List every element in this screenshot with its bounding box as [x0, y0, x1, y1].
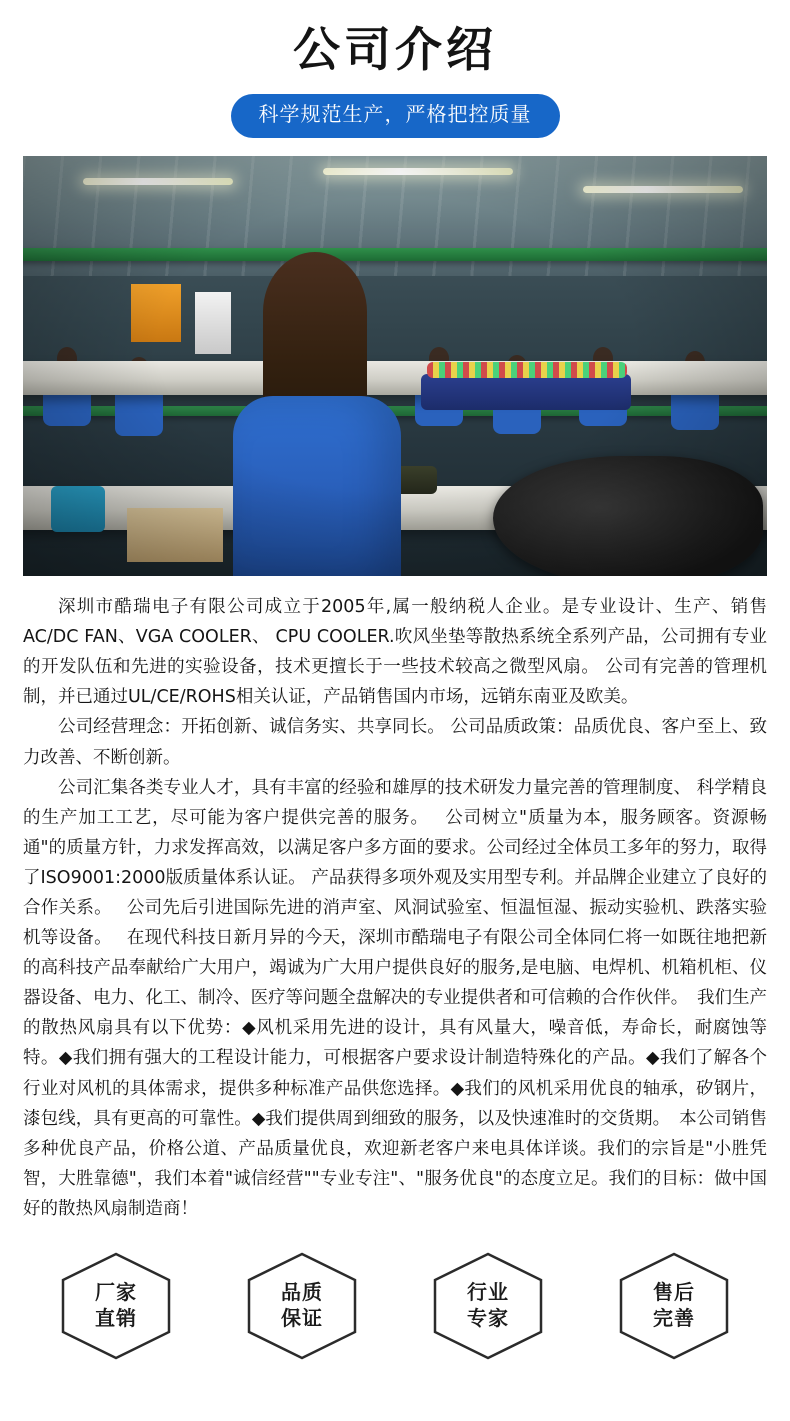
page-header [0, 0, 790, 138]
paragraph-overview: 深圳市酷瑞电子有限公司成立于2005年,属一般纳税人企业。是专业设计、生产、销售AC/DC FAN、VGA COOLER、 CPU COOLER.吹风坐垫等散热系统全系列产品，公司拥有专业的开发队伍和先进的实验设备，技术更擅长于一些技术较高之微型风扇。 公司有完善的管理机制，并已通过UL/CE/ROHS相关认证，产品销售国内市场，远销东南亚及欧美。 [23, 597, 767, 708]
factory-photo [23, 156, 767, 576]
factory-photo-scene [23, 156, 767, 576]
badge-line-2: 直销 [95, 1306, 137, 1331]
badge-line-1: 售后 [653, 1280, 695, 1305]
badge-label [281, 1280, 323, 1331]
badge-line-2: 专家 [467, 1306, 509, 1331]
badge-label [653, 1280, 695, 1331]
badge-line-2: 保证 [281, 1306, 323, 1331]
badge-line-1: 行业 [467, 1280, 509, 1305]
badge-quality-guarantee [241, 1250, 363, 1362]
paragraph-strengths: 公司汇集各类专业人才，具有丰富的经验和雄厚的技术研发力量完善的管理制度、 科学精良的生产加工工艺，尽可能为客户提供完善的服务。 公司树立"质量为本，服务顾客。资源畅通"的质量方针，力求发挥高效，以满足客户多方面的要求。公司经过全体员工多年的努力，取得了ISO9001:2000版质量体系认证。 产品获得多项外观及实用型专利。并品牌企业建立了良好的合作关系。 公司先后引进国际先进的消声室、风洞试验室、恒温恒湿、振动实验机、跌落实验机等设备。 在现代科技日新月异的今天，深圳市酷瑞电子有限公司全体同仁将一如既往地把新的高科技产品奉献给广大用户，竭诚为广大用户提供良好的服务,是电脑、电焊机、机箱机柜、仪器设备、电力、化工、制冷、医疗等问题全盘解决的专业提供者和可信赖的合作伙伴。 我们生产的散热风扇具有以下优势：◆风机采用先进的设计，具有风量大，噪音低，寿命长，耐腐蚀等特。◆我们拥有强大的工程设计能力，可根据客户要求设计制造特殊化的产品。◆我们了解各个行业对风机的具体需求，提供多种标准产品供您选择。◆我们的风机采用优良的轴承，矽钢片，漆包线，具有更高的可靠性。◆我们提供周到细致的服务，以及快速准时的交货期。 本公司销售多种优良产品，价格公道、产品质量优良，欢迎新老客户来电具体详谈。我们的宗旨是"小胜凭智，大胜靠德"，我们本着"诚信经营""专业专注"、"服务优良"的态度立足。我们的目标：做中国好的散热风扇制造商！ [23, 777, 767, 1219]
badge-label [467, 1280, 509, 1331]
photo-vignette [23, 156, 767, 576]
subtitle-row [0, 94, 790, 138]
badge-line-1: 厂家 [95, 1280, 137, 1305]
paragraph-philosophy: 公司经营理念：开拓创新、诚信务实、共享同长。 公司品质政策：品质优良、客户至上、致力改善、不断创新。 [23, 717, 767, 768]
badge-line-1: 品质 [281, 1280, 323, 1305]
feature-badges [23, 1250, 767, 1362]
badge-manufacturer-direct [55, 1250, 177, 1362]
badge-line-2: 完善 [653, 1306, 695, 1331]
badge-industry-expert [427, 1250, 549, 1362]
subtitle-badge: 科学规范生产，严格把控质量 [231, 94, 560, 138]
page-title: 公司介绍 [293, 23, 497, 78]
badge-after-sales [613, 1250, 735, 1362]
company-description [23, 592, 767, 1224]
badge-label [95, 1280, 137, 1331]
